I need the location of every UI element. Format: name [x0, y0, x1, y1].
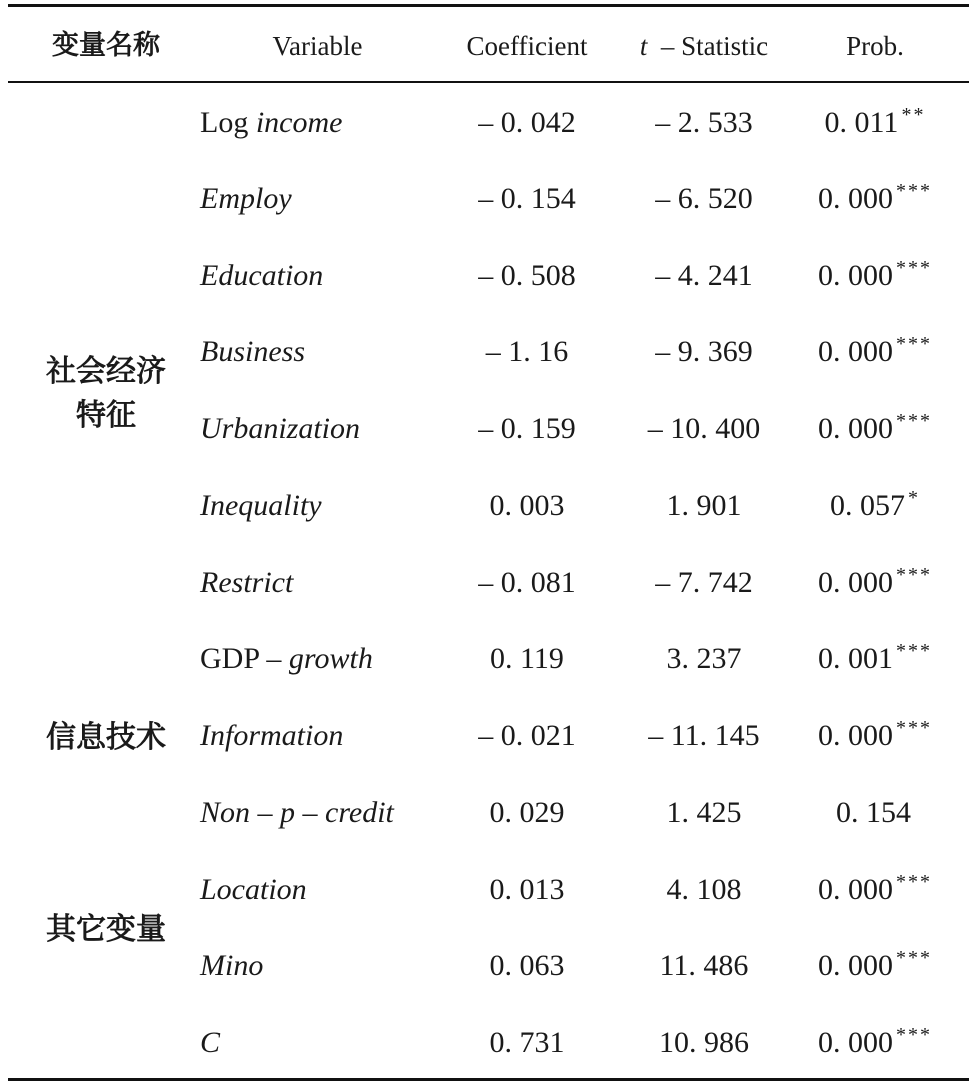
header-rule: [8, 81, 969, 83]
prob-cell: [790, 1013, 960, 1073]
variable-plain: GDP –: [200, 642, 289, 675]
table-row: [0, 860, 977, 920]
prob-value: 0. 000: [818, 259, 893, 292]
significance-stars: ***: [896, 947, 932, 969]
variable-italic: Restrict: [200, 566, 294, 599]
coefficient-cell: – 0. 042: [478, 106, 576, 139]
significance-stars: ***: [896, 871, 932, 893]
t-statistic-cell: – 11. 145: [648, 719, 760, 752]
table-row: [0, 476, 977, 536]
variable-cell: [200, 322, 305, 382]
coefficient-cell: – 1. 16: [485, 335, 569, 368]
significance-stars: ***: [896, 333, 932, 355]
significance-stars: ***: [896, 180, 932, 202]
bottom-rule: [8, 1078, 969, 1081]
header-t-italic: t: [639, 31, 648, 61]
prob-value: 0. 000: [818, 719, 893, 752]
table-row: [0, 1013, 977, 1073]
t-statistic-cell: 11. 486: [659, 949, 749, 982]
significance-stars: ***: [896, 410, 932, 432]
coefficient-cell: – 0. 081: [478, 566, 576, 599]
variable-italic: Urbanization: [200, 412, 361, 445]
prob-value: 0. 001: [818, 642, 893, 675]
prob-cell: [790, 629, 960, 689]
significance-stars: ***: [896, 564, 932, 586]
header-group-name: 变量名称: [52, 30, 160, 61]
variable-cell: [200, 476, 322, 536]
prob-value: 0. 154: [836, 796, 911, 829]
significance-stars: ***: [896, 1024, 932, 1046]
t-statistic-cell: – 7. 742: [655, 566, 753, 599]
prob-cell: [790, 169, 960, 229]
coefficient-cell: 0. 063: [489, 949, 565, 982]
prob-cell: [790, 93, 960, 153]
significance-stars: ***: [896, 717, 932, 739]
prob-cell: [790, 936, 960, 996]
prob-value: 0. 000: [818, 412, 893, 445]
prob-value: 0. 000: [818, 566, 893, 599]
top-rule: [8, 4, 969, 7]
variable-italic: growth: [288, 642, 373, 675]
table-row: [0, 93, 977, 153]
group-label-socioeconomic-line1: 社会经济: [46, 354, 166, 389]
table-row: [0, 553, 977, 613]
coefficient-cell: 0. 029: [489, 796, 565, 829]
variable-cell: [200, 1013, 220, 1073]
prob-value: 0. 000: [818, 1026, 893, 1059]
t-statistic-cell: 10. 986: [659, 1026, 749, 1059]
variable-italic: income: [255, 106, 343, 139]
prob-cell: [790, 553, 960, 613]
header-prob: Prob.: [846, 31, 904, 61]
coefficient-cell: 0. 731: [489, 1026, 565, 1059]
table-row: [0, 322, 977, 382]
coefficient-cell: – 0. 159: [478, 412, 576, 445]
variable-italic: Information: [200, 719, 344, 752]
variable-italic: Education: [200, 259, 324, 292]
group-label-socioeconomic-line2: 特征: [76, 398, 136, 433]
prob-cell: [790, 706, 960, 766]
variable-cell: [200, 629, 373, 689]
prob-cell: [790, 322, 960, 382]
significance-stars: **: [901, 104, 926, 126]
table-row: [0, 783, 977, 843]
variable-italic: Non – p – credit: [200, 796, 394, 829]
header-t-statistic: [616, 26, 792, 66]
coefficient-cell: – 0. 154: [478, 182, 576, 215]
variable-cell: [200, 936, 263, 996]
table-row: [0, 629, 977, 689]
group-label-other: 其它变量: [46, 912, 166, 947]
variable-italic: C: [200, 1026, 221, 1059]
t-statistic-cell: 1. 425: [666, 796, 742, 829]
header-t-rest: – Statistic: [660, 31, 769, 61]
variable-cell: [200, 399, 360, 459]
table-row: [0, 936, 977, 996]
t-statistic-cell: – 4. 241: [655, 259, 753, 292]
t-statistic-cell: 4. 108: [666, 873, 742, 906]
variable-cell: [200, 553, 293, 613]
table-row: [0, 246, 977, 306]
variable-italic: Inequality: [200, 489, 322, 522]
prob-value: 0. 057: [830, 489, 905, 522]
t-statistic-cell: – 6. 520: [655, 182, 753, 215]
t-statistic-cell: 1. 901: [666, 489, 742, 522]
prob-cell: [790, 783, 960, 843]
t-statistic-cell: – 2. 533: [655, 106, 753, 139]
header-variable: Variable: [272, 31, 363, 61]
group-label-information: 信息技术: [46, 720, 166, 755]
variable-cell: [200, 246, 323, 306]
prob-cell: [790, 399, 960, 459]
variable-italic: Business: [200, 335, 305, 368]
coefficient-cell: – 0. 021: [478, 719, 576, 752]
variable-cell: [200, 706, 343, 766]
prob-value: 0. 000: [818, 182, 893, 215]
variable-plain: Log: [200, 106, 256, 139]
significance-stars: ***: [896, 640, 932, 662]
variable-cell: [200, 93, 342, 153]
coefficient-cell: – 0. 508: [478, 259, 576, 292]
prob-cell: [790, 476, 960, 536]
table-row: [0, 169, 977, 229]
variable-cell: [200, 860, 307, 920]
table-row: [0, 706, 977, 766]
t-statistic-cell: – 10. 400: [647, 412, 761, 445]
t-statistic-cell: 3. 237: [666, 642, 742, 675]
significance-stars: ***: [896, 257, 932, 279]
prob-value: 0. 011: [824, 106, 899, 139]
variable-cell: [200, 169, 292, 229]
significance-stars: *: [908, 487, 920, 509]
variable-italic: Mino: [200, 949, 264, 982]
coefficient-cell: 0. 003: [489, 489, 565, 522]
variable-italic: Location: [200, 873, 307, 906]
coefficient-cell: 0. 013: [489, 873, 565, 906]
prob-value: 0. 000: [818, 949, 893, 982]
table-row: [0, 399, 977, 459]
prob-value: 0. 000: [818, 873, 893, 906]
header-coefficient: Coefficient: [466, 31, 588, 61]
prob-cell: [790, 246, 960, 306]
prob-cell: [790, 860, 960, 920]
variable-cell: [200, 783, 394, 843]
variable-italic: Employ: [200, 182, 292, 215]
coefficient-cell: 0. 119: [490, 642, 564, 675]
prob-value: 0. 000: [818, 335, 893, 368]
t-statistic-cell: – 9. 369: [655, 335, 753, 368]
